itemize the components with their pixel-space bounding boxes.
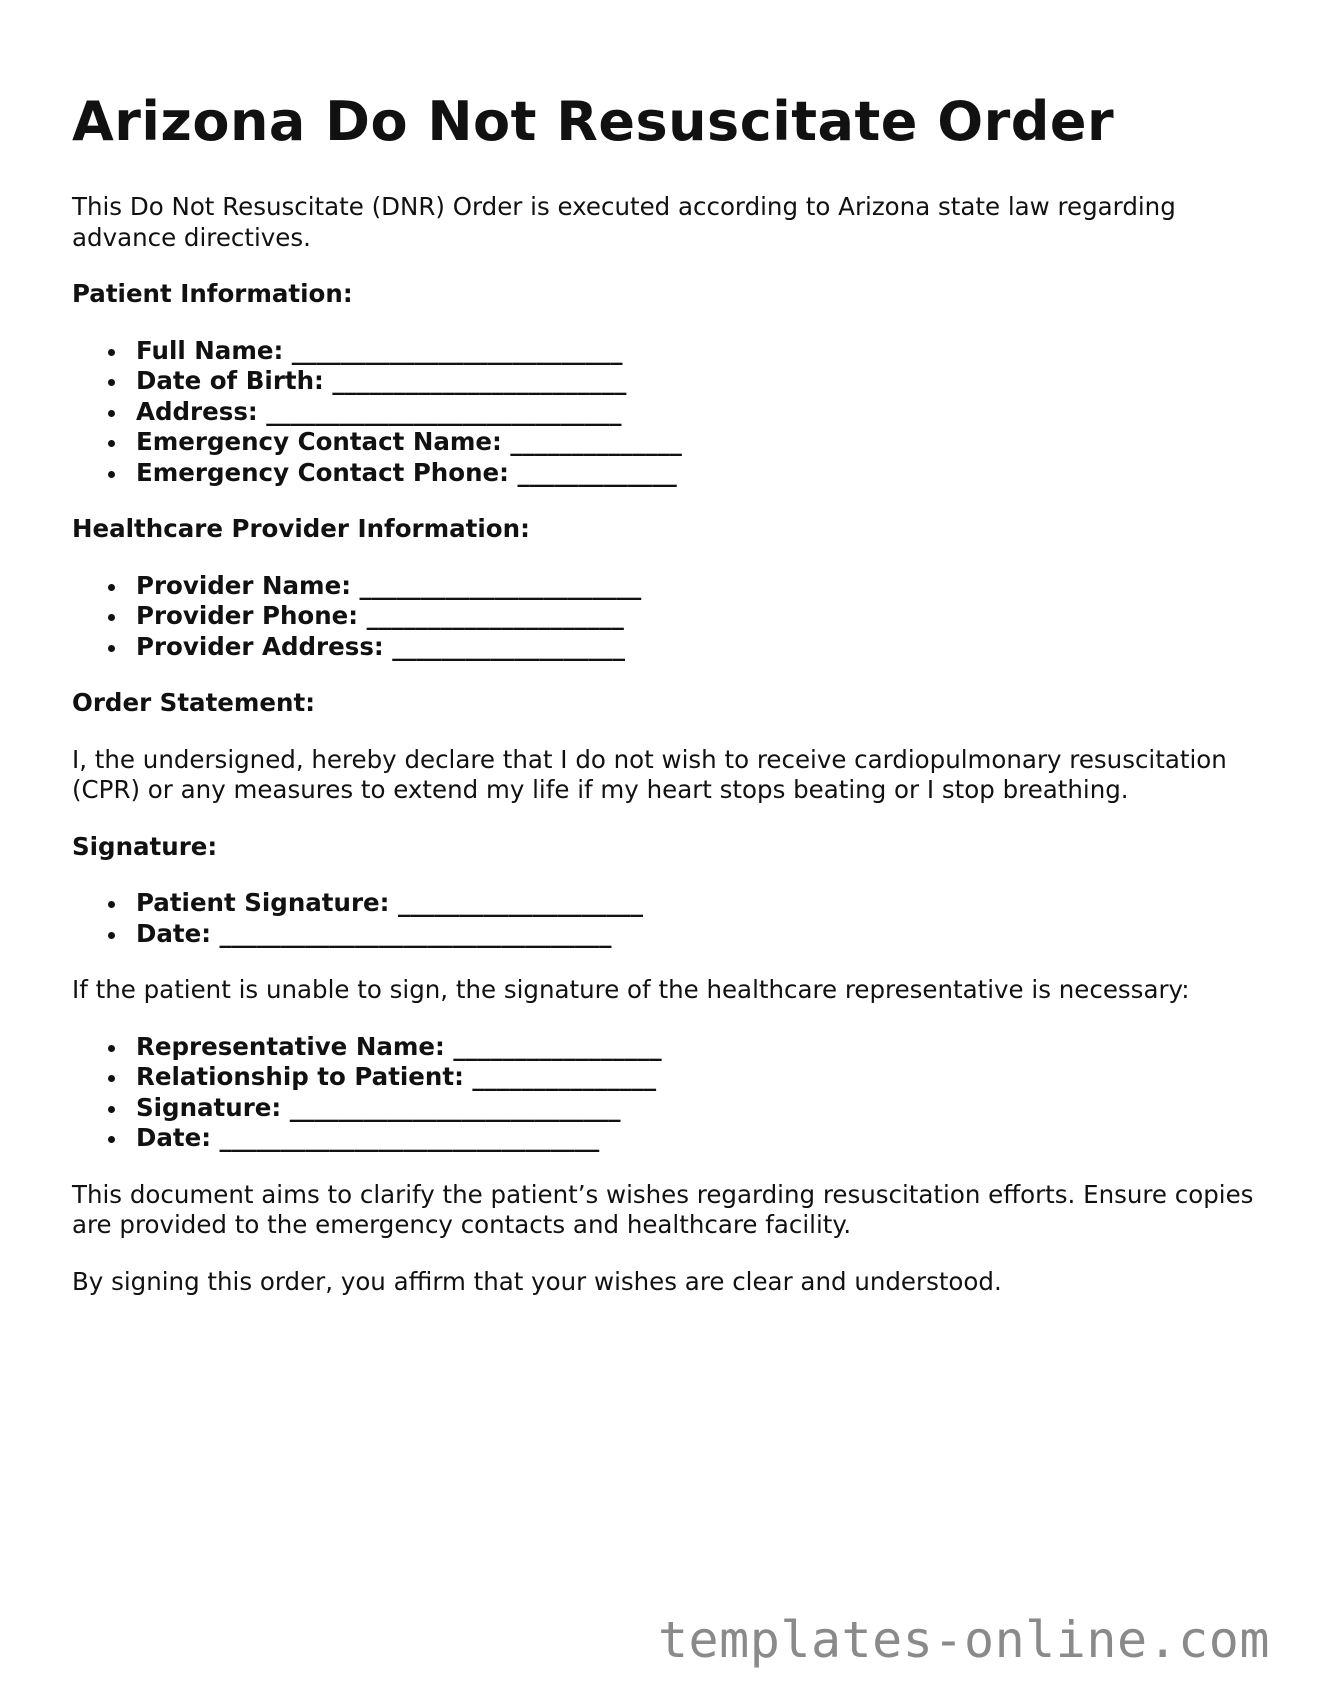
field-representative-name[interactable]: Representative Name: _________________: [136, 1032, 1262, 1063]
provider-info-list: [72, 571, 1262, 663]
document-title: Arizona Do Not Resuscitate Order: [72, 90, 1115, 153]
affirm-paragraph: By signing this order, you affirm that your wishes are clear and understood.: [72, 1266, 1002, 1296]
representative-intro: If the patient is unable to sign, the signature of the healthcare representative is necessary:: [72, 975, 1190, 1004]
signature-heading: Signature:: [72, 831, 218, 861]
watermark-text: templates-online.com: [657, 1611, 1270, 1669]
field-provider-name[interactable]: Provider Name: _______________________: [136, 571, 1262, 602]
field-emergency-contact-phone[interactable]: Emergency Contact Phone: _____________: [136, 458, 1262, 489]
field-representative-signature[interactable]: Signature: ___________________________: [136, 1093, 1262, 1124]
field-provider-phone[interactable]: Provider Phone: _____________________: [136, 601, 1262, 632]
field-address[interactable]: Address: _____________________________: [136, 397, 1262, 428]
purpose-paragraph: This document aims to clarify the patient’s wishes regarding resuscitation efforts. Ensure copies are provided to the emergency contacts and healthcare facility.: [72, 1179, 1254, 1239]
field-provider-address[interactable]: Provider Address: ___________________: [136, 632, 1262, 663]
patient-info-heading: Patient Information:: [72, 279, 353, 308]
provider-info-heading: Healthcare Provider Information:: [72, 514, 530, 543]
field-patient-date[interactable]: Date: ________________________________: [136, 919, 1262, 950]
order-statement-heading: Order Statement:: [72, 688, 315, 717]
signature-list: [72, 888, 1262, 949]
field-patient-signature[interactable]: Patient Signature: ____________________: [136, 888, 1262, 919]
field-date-of-birth[interactable]: Date of Birth: ________________________: [136, 366, 1262, 397]
order-statement-text: I, the undersigned, hereby declare that I do not wish to receive cardiopulmonary resuscitation (CPR) or any measures to extend my life if my heart stops beating or I stop breathing.: [72, 744, 1227, 804]
representative-list: [72, 1032, 1262, 1154]
document-page: [72, 0, 1262, 1297]
field-relationship-to-patient[interactable]: Relationship to Patient: _______________: [136, 1062, 1262, 1093]
field-emergency-contact-name[interactable]: Emergency Contact Name: ______________: [136, 427, 1262, 458]
intro-paragraph: This Do Not Resuscitate (DNR) Order is executed according to Arizona state law regarding advance directives.: [72, 192, 1176, 252]
field-full-name[interactable]: Full Name: ___________________________: [136, 336, 1262, 367]
field-representative-date[interactable]: Date: _______________________________: [136, 1123, 1262, 1154]
patient-info-list: [72, 336, 1262, 489]
